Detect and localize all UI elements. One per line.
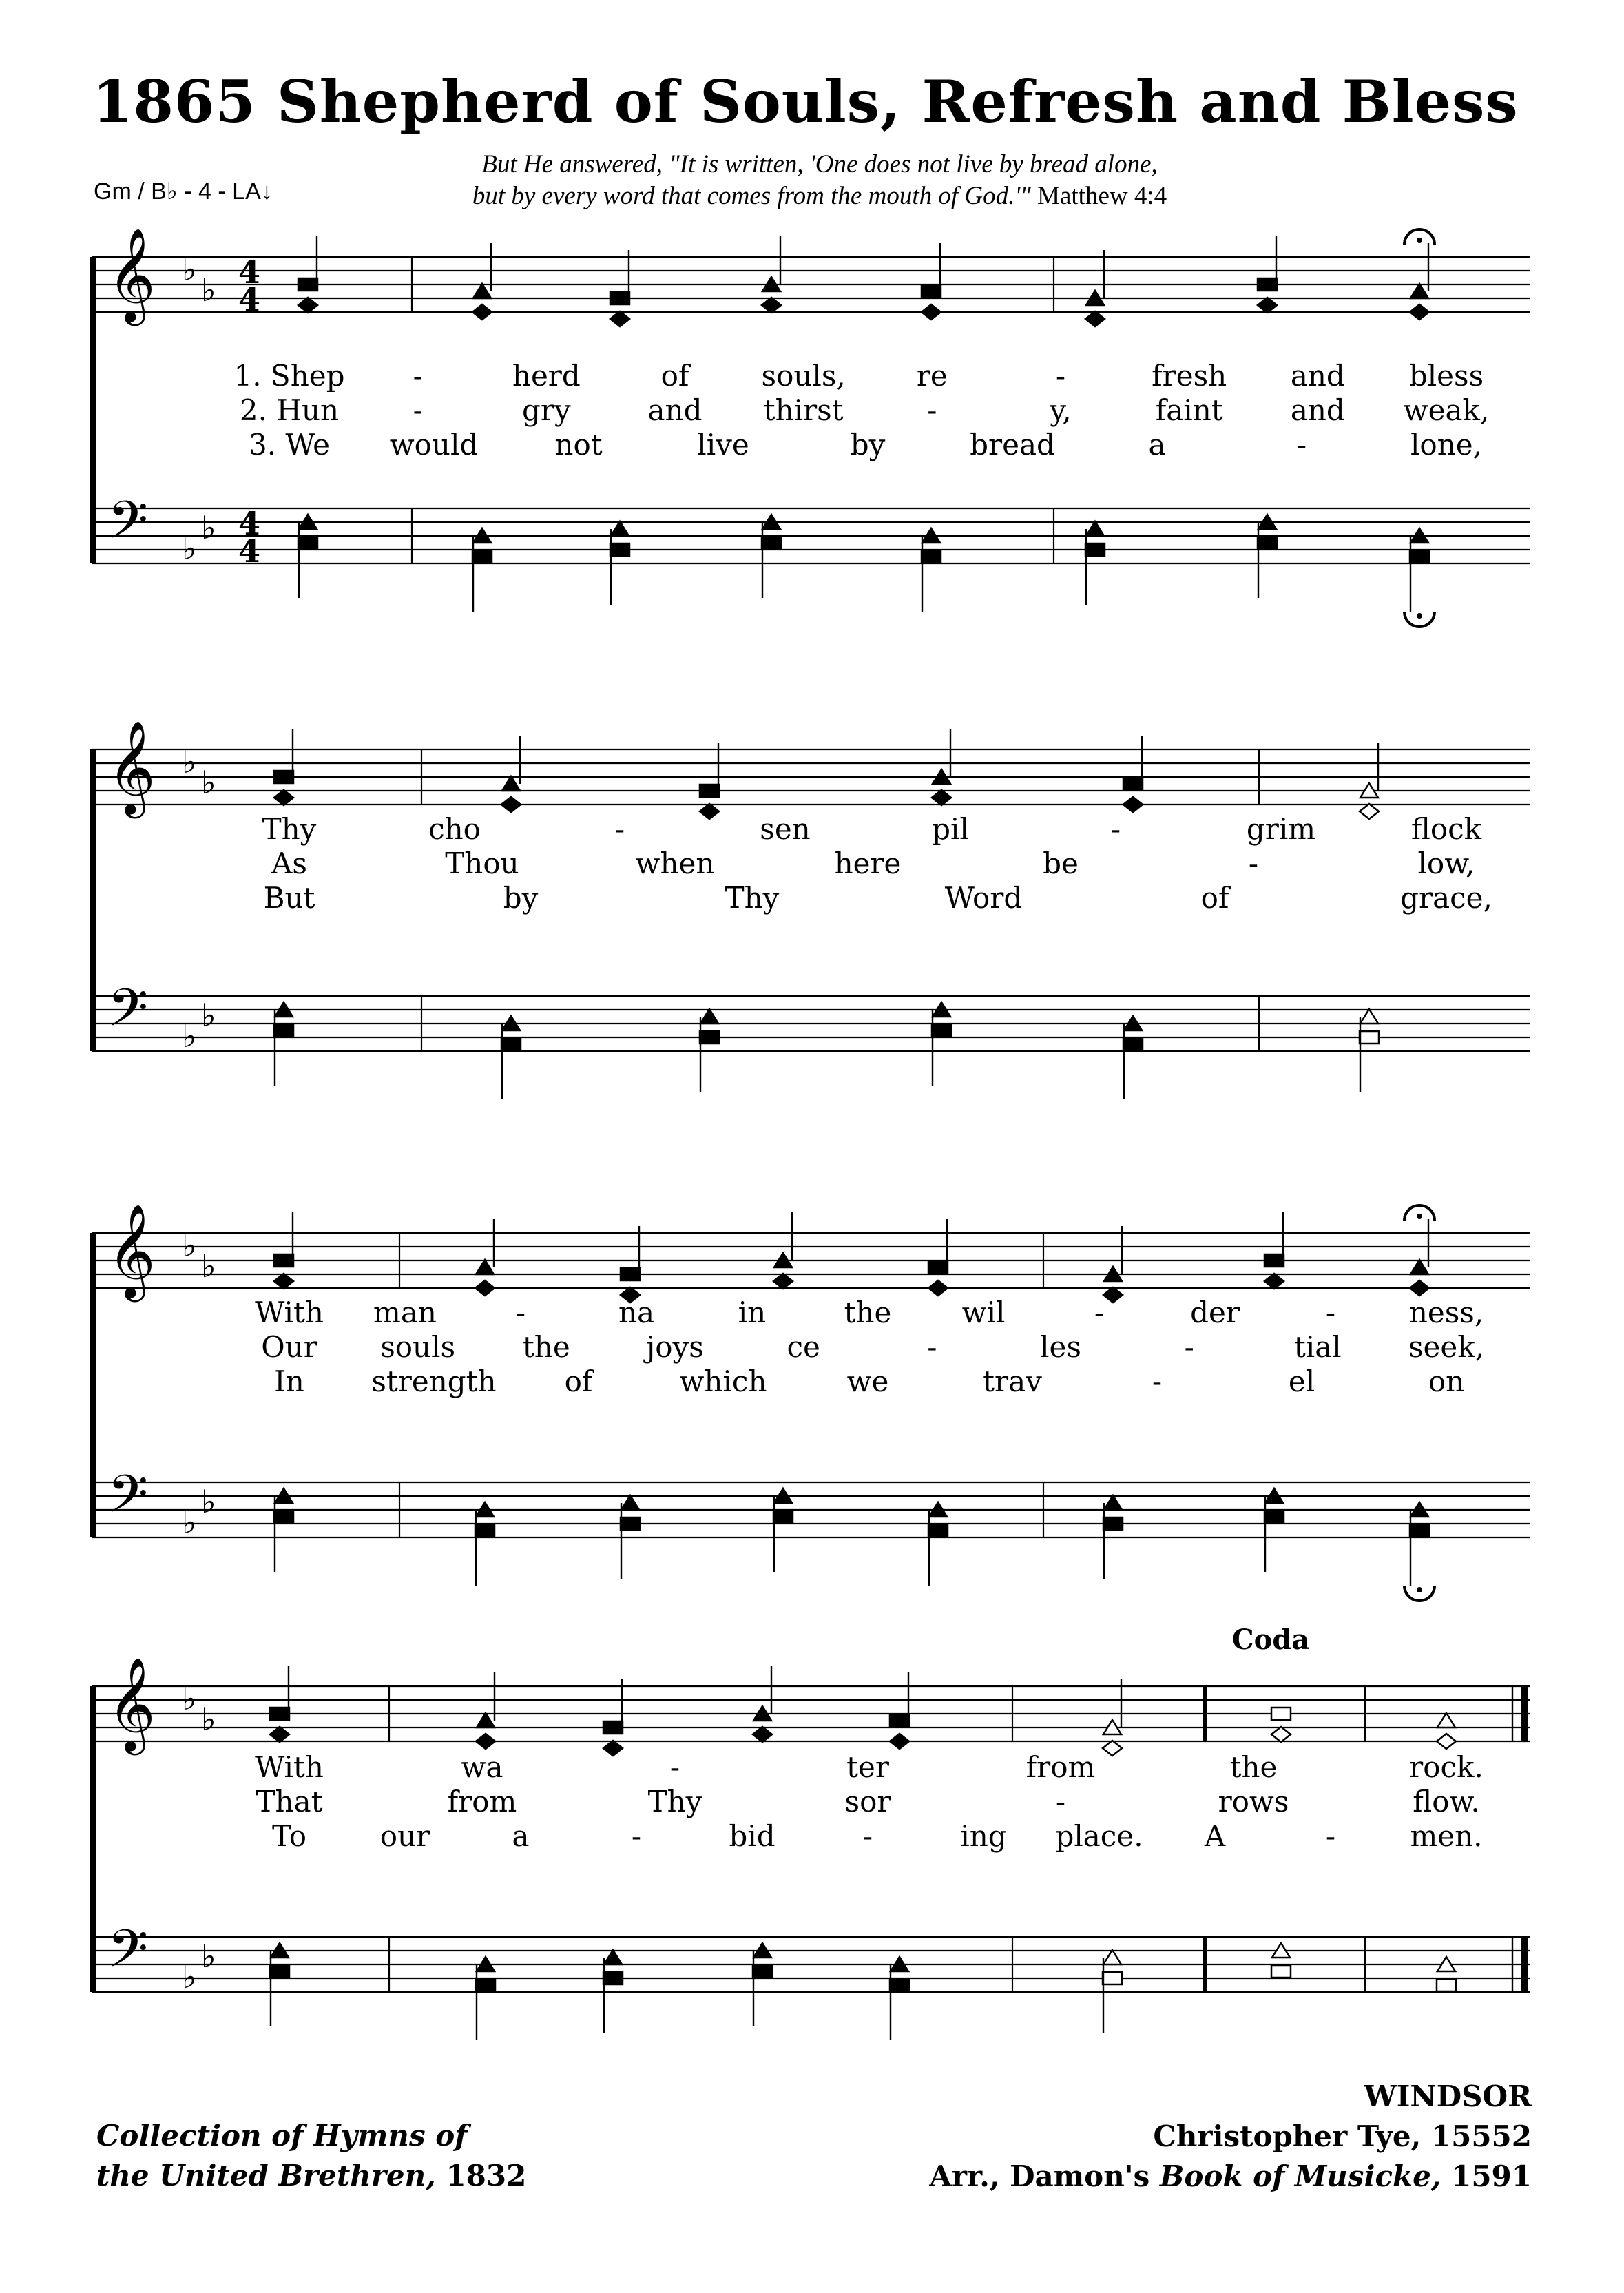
note-head: [610, 311, 629, 326]
note-head: [270, 1708, 289, 1720]
note-head: [1103, 1287, 1123, 1303]
lyric-syllable: a: [512, 1819, 530, 1853]
system-3: [90, 1203, 1530, 1601]
flat-icon: ♭: [201, 1938, 216, 1975]
note-head: [762, 298, 781, 313]
lyric-syllable: sor: [844, 1785, 891, 1818]
lyric-syllable: a: [1148, 428, 1166, 461]
scripture-line-2-text: but by every word that comes from the mouth of God.'": [472, 182, 1031, 210]
text-source-year: 1832: [446, 2159, 527, 2192]
note-head: [274, 1024, 293, 1037]
double-barline: [1203, 1686, 1207, 1741]
lyric-syllable: pil: [932, 812, 969, 846]
lyric-syllable: low,: [1417, 847, 1475, 880]
note-head: [773, 1274, 793, 1289]
flat-icon: ♭: [182, 530, 197, 567]
note-head: [501, 1038, 521, 1050]
lyric-syllable: our: [379, 1819, 430, 1853]
lyric-syllable: wil: [961, 1296, 1006, 1329]
system-4: [90, 1623, 1530, 2040]
note-head: [475, 1524, 495, 1537]
note-head: [890, 1714, 909, 1727]
note-head: [1123, 778, 1143, 790]
note-head: [1271, 1708, 1291, 1720]
system-2: [90, 719, 1530, 1099]
note-head: [1123, 797, 1143, 812]
lyric-syllable: -: [1094, 1296, 1105, 1329]
treble-clef-icon: 𝄞: [107, 1203, 156, 1298]
lyric-syllable: of: [1200, 881, 1229, 915]
flat-icon: ♭: [182, 1958, 197, 1995]
lyric-syllable: 2. Hun: [239, 393, 340, 427]
lyric-syllable: seek,: [1408, 1330, 1485, 1364]
note-head: [472, 550, 492, 563]
arranger-book: Book of Musicke,: [1159, 2159, 1441, 2193]
note-head: [1123, 1038, 1143, 1050]
note-head: [1264, 1274, 1284, 1289]
bass-clef-icon: 𝄢: [107, 1464, 149, 1537]
note-head: [1258, 298, 1277, 313]
lyric-syllable: Thy: [725, 881, 780, 915]
note-head: [1103, 1517, 1123, 1530]
note-head: [753, 1965, 772, 1978]
note-head: [274, 771, 293, 783]
lyric-syllable: In: [274, 1365, 304, 1398]
lyric-syllable: With: [255, 1750, 324, 1784]
lyric-syllable: lone,: [1410, 428, 1482, 461]
time-signature: 4: [238, 505, 261, 542]
note-head: [1410, 1524, 1429, 1537]
final-barline: [1521, 1686, 1528, 1741]
lyric-syllable: from: [1026, 1750, 1096, 1784]
lyric-syllable: wa: [461, 1750, 503, 1784]
note-head: [298, 537, 317, 549]
note-head: [1360, 804, 1379, 819]
lyric-syllable: 3. We: [248, 428, 331, 461]
lyric-syllable: ing: [960, 1819, 1007, 1853]
note-head: [1104, 1495, 1122, 1510]
lyric-syllable: souls,: [761, 359, 846, 393]
flat-icon: ♭: [201, 1701, 216, 1738]
lyric-syllable: Thy: [262, 812, 317, 846]
lyric-syllable: not: [554, 428, 603, 461]
note-head: [753, 1727, 772, 1742]
note-head: [476, 1979, 495, 1991]
note-head: [621, 1268, 640, 1280]
time-signature: 4: [238, 253, 261, 291]
lyric-syllable: les: [1040, 1330, 1081, 1364]
lyric-syllable: grim: [1246, 812, 1316, 846]
note-head: [475, 1280, 495, 1296]
lyric-syllable: flock: [1410, 812, 1482, 846]
note-head: [476, 1734, 495, 1749]
note-head: [274, 1254, 293, 1267]
lyric-syllable: ter: [846, 1750, 889, 1784]
text-source-line-2: [96, 2156, 526, 2196]
lyric-syllable: bless: [1408, 359, 1484, 393]
flat-icon: ♭: [182, 1017, 197, 1055]
flat-icon: ♭: [182, 1227, 197, 1264]
lyric-syllable: -: [1325, 1296, 1336, 1329]
lyric-syllable: and: [1290, 359, 1345, 393]
note-head: [603, 1741, 623, 1756]
lyric-syllable: -: [1110, 812, 1121, 846]
note-head: [1258, 537, 1277, 549]
note-head: [472, 304, 492, 320]
note-head: [932, 790, 951, 805]
lyric-syllable: -: [927, 1330, 937, 1364]
fermata-icon: [1417, 1214, 1422, 1219]
lyric-syllable: -: [1055, 359, 1066, 393]
note-head: [1264, 1254, 1284, 1267]
note-head: [1410, 550, 1429, 563]
lyric-syllable: here: [834, 847, 902, 880]
tune-name: WINDSOR: [1364, 2079, 1532, 2113]
lyric-syllable: we: [846, 1365, 889, 1398]
text-source-book: the United Brethren,: [96, 2159, 436, 2192]
lyric-syllable: -: [1296, 428, 1307, 461]
text-source-line-1: Collection of Hymns of: [96, 2119, 468, 2152]
lyric-syllable: -: [862, 1819, 873, 1853]
lyric-syllable: faint: [1155, 393, 1223, 427]
arranger-prefix: Arr., Damon's: [929, 2159, 1150, 2193]
system-1: [90, 227, 1530, 627]
note-head: [700, 1031, 719, 1044]
lyric-syllable: Our: [261, 1330, 317, 1364]
lyric-syllable: the: [522, 1330, 570, 1364]
coda-label: Coda: [1231, 1623, 1310, 1656]
note-head: [1258, 278, 1277, 291]
lyric-syllable: man: [373, 1296, 437, 1329]
treble-staff: [92, 749, 1530, 805]
note-head: [700, 804, 719, 819]
note-head: [1360, 1009, 1378, 1024]
lyric-syllable: As: [271, 847, 307, 880]
lyric-syllable: -: [927, 393, 937, 427]
note-head: [890, 1734, 909, 1749]
lyric-syllable: gry: [521, 393, 571, 427]
flat-icon: ♭: [201, 1247, 216, 1285]
note-head: [603, 1972, 623, 1984]
note-head: [274, 1274, 293, 1289]
note-head: [1271, 1965, 1291, 1978]
arranger-credit: [929, 2157, 1532, 2197]
note-head: [928, 1524, 948, 1537]
note-head: [476, 1260, 494, 1274]
note-head: [922, 304, 941, 320]
note-head: [501, 797, 521, 812]
lyric-syllable: -: [1325, 1819, 1336, 1853]
lyric-syllable: rock.: [1409, 1750, 1484, 1784]
note-head: [1085, 543, 1105, 556]
note-head: [1437, 1713, 1455, 1727]
note-head: [1360, 1031, 1379, 1044]
lyric-syllable: tial: [1293, 1330, 1342, 1364]
lyric-syllable: -: [515, 1296, 526, 1329]
note-head: [270, 1727, 289, 1742]
lyric-syllable: 1. Shep: [233, 359, 345, 393]
lyric-syllable: rows: [1218, 1785, 1289, 1818]
lyric-syllable: souls: [380, 1330, 456, 1364]
scripture-line-1: But He answered, "It is written, 'One does not live by bread alone,: [481, 150, 1158, 178]
treble-clef-icon: 𝄞: [107, 227, 156, 322]
note-head: [610, 292, 629, 304]
flat-icon: ♭: [182, 1680, 197, 1717]
lyric-syllable: when: [635, 847, 715, 880]
note-head: [610, 543, 629, 556]
lyric-syllable: which: [679, 1365, 767, 1398]
bass-clef-icon: 𝄢: [107, 1918, 149, 1992]
lyric-syllable: strength: [371, 1365, 497, 1398]
lyric-syllable: To: [271, 1819, 307, 1853]
lyric-syllable: Thy: [647, 1785, 702, 1818]
bass-staff: [92, 1482, 1530, 1537]
note-head: [1103, 1972, 1122, 1984]
treble-staff: [92, 1686, 1530, 1741]
note-head: [274, 790, 293, 805]
lyric-syllable: sen: [760, 812, 811, 846]
flat-icon: ♭: [182, 743, 197, 780]
lyric-syllable: But: [263, 881, 315, 915]
note-head: [270, 1965, 289, 1978]
lyric-syllable: thirst: [763, 393, 844, 427]
key-info: Gm / B♭ - 4 - LA↓: [94, 178, 273, 205]
note-head: [922, 285, 941, 298]
note-head: [1410, 304, 1429, 320]
bass-staff: [92, 1937, 1530, 1992]
lyric-syllable: -: [1184, 1330, 1194, 1364]
lyric-syllable: na: [618, 1296, 655, 1329]
lyric-syllable: fresh: [1152, 359, 1227, 393]
note-head: [621, 1495, 639, 1510]
double-barline: [1203, 1937, 1207, 1992]
note-head: [298, 298, 317, 313]
note-head: [1085, 311, 1105, 326]
lyric-syllable: el: [1288, 1365, 1315, 1398]
lyric-syllable: -: [631, 1819, 642, 1853]
lyric-syllable: place.: [1055, 1819, 1143, 1853]
note-head: [1437, 1979, 1456, 1991]
lyric-syllable: -: [413, 359, 423, 393]
flat-icon: ♭: [182, 1504, 197, 1541]
hymn-number: 1865: [92, 68, 256, 136]
lyric-syllable: the: [1229, 1750, 1278, 1784]
lyric-syllable: and: [647, 393, 702, 427]
lyric-syllable: cho: [428, 812, 481, 846]
note-head: [611, 521, 629, 536]
system-bracket: [90, 1686, 96, 1992]
note-head: [1103, 1741, 1122, 1756]
lyric-syllable: -: [614, 812, 625, 846]
time-signature: 4: [238, 532, 261, 570]
lyric-syllable: be: [1043, 847, 1079, 880]
lyric-syllable: -: [1055, 1785, 1066, 1818]
lyric-syllable: A: [1204, 1819, 1226, 1853]
note-head: [298, 278, 317, 291]
system-bracket: [90, 257, 96, 563]
bass-clef-icon: 𝄢: [107, 490, 149, 563]
lyric-syllable: grace,: [1400, 881, 1492, 915]
lyric-syllable: in: [738, 1296, 767, 1329]
lyric-syllable: men.: [1410, 1819, 1483, 1853]
flat-icon: ♭: [182, 251, 197, 288]
lyric-syllable: bid: [729, 1819, 775, 1853]
lyric-syllable: of: [660, 359, 689, 393]
note-head: [603, 1721, 623, 1734]
tune-credit: [929, 2077, 1532, 2197]
note-head: [922, 550, 941, 563]
note-head: [473, 284, 491, 298]
lyric-syllable: by: [850, 428, 886, 461]
system-bracket: [90, 1233, 96, 1537]
flat-icon: ♭: [201, 509, 216, 546]
lyric-syllable: herd: [512, 359, 581, 393]
scripture-reference: Matthew 4:4: [1037, 182, 1167, 210]
bass-staff: [92, 996, 1530, 1051]
lyric-syllable: trav: [983, 1365, 1042, 1398]
note-head: [274, 1511, 293, 1523]
fermata-icon: [1417, 613, 1422, 619]
lyric-syllable: flow.: [1413, 1785, 1480, 1818]
lyric-syllable: bread: [970, 428, 1055, 461]
note-head: [773, 1511, 793, 1523]
lyric-syllable: from: [447, 1785, 517, 1818]
lyric-syllable: joys: [646, 1330, 704, 1364]
composer-credit: Christopher Tye, 15552: [1153, 2119, 1532, 2153]
note-head: [890, 1979, 909, 1991]
lyric-syllable: ness,: [1408, 1296, 1484, 1329]
lyric-syllable: live: [697, 428, 749, 461]
note-head: [928, 1280, 948, 1296]
note-head: [1103, 1950, 1121, 1964]
lyric-syllable: re: [916, 359, 948, 393]
note-head: [1410, 284, 1428, 298]
lyric-syllable: y,: [1050, 393, 1072, 427]
note-head: [928, 1261, 948, 1274]
lyric-syllable: der: [1190, 1296, 1240, 1329]
flat-icon: ♭: [201, 271, 216, 309]
flat-icon: ♭: [201, 764, 216, 801]
note-head: [1410, 1280, 1429, 1296]
note-head: [1264, 1511, 1284, 1523]
lyric-syllable: weak,: [1403, 393, 1490, 427]
note-head: [700, 785, 719, 797]
lyric-syllable: would: [389, 428, 479, 461]
flat-icon: ♭: [201, 1483, 216, 1520]
fermata-icon: [1417, 1587, 1422, 1592]
lyric-syllable: -: [669, 1750, 680, 1784]
note-head: [700, 1009, 718, 1024]
hymn-title-text: Shepherd of Souls, Refresh and Bless: [277, 68, 1519, 136]
treble-clef-icon: 𝄞: [107, 1656, 156, 1751]
arranger-year: 1591: [1451, 2159, 1532, 2193]
lyric-syllable: and: [1290, 393, 1345, 427]
bass-clef-icon: 𝄢: [107, 977, 149, 1051]
treble-staff: [92, 1233, 1530, 1288]
note-head: [621, 1517, 640, 1530]
lyric-syllable: That: [256, 1785, 323, 1818]
fermata-icon: [1417, 238, 1422, 243]
lyric-syllable: -: [1248, 847, 1259, 880]
flat-icon: ♭: [201, 997, 216, 1034]
note-head: [1086, 521, 1104, 536]
note-head: [762, 537, 781, 549]
lyric-syllable: the: [844, 1296, 892, 1329]
lyric-syllable: -: [413, 393, 423, 427]
note-head: [604, 1950, 622, 1964]
lyric-syllable: on: [1428, 1365, 1465, 1398]
note-head: [1410, 1260, 1428, 1274]
lyric-syllable: Word: [944, 881, 1023, 915]
note-head: [477, 1713, 495, 1727]
system-bracket: [90, 749, 96, 1051]
note-head: [932, 1024, 951, 1037]
note-head: [502, 776, 520, 791]
text-source-credit: [96, 2116, 526, 2196]
lyric-syllable: Thou: [445, 847, 519, 880]
final-barline: [1521, 1937, 1528, 1992]
lyric-syllable: With: [255, 1296, 324, 1329]
lyric-syllable: ce: [787, 1330, 820, 1364]
lyric-syllable: by: [503, 881, 539, 915]
note-head: [1437, 1734, 1456, 1749]
lyric-syllable: of: [564, 1365, 593, 1398]
time-signature: 4: [238, 281, 261, 318]
treble-clef-icon: 𝄞: [107, 719, 156, 814]
note-head: [1271, 1727, 1291, 1742]
lyric-syllable: -: [1152, 1365, 1163, 1398]
